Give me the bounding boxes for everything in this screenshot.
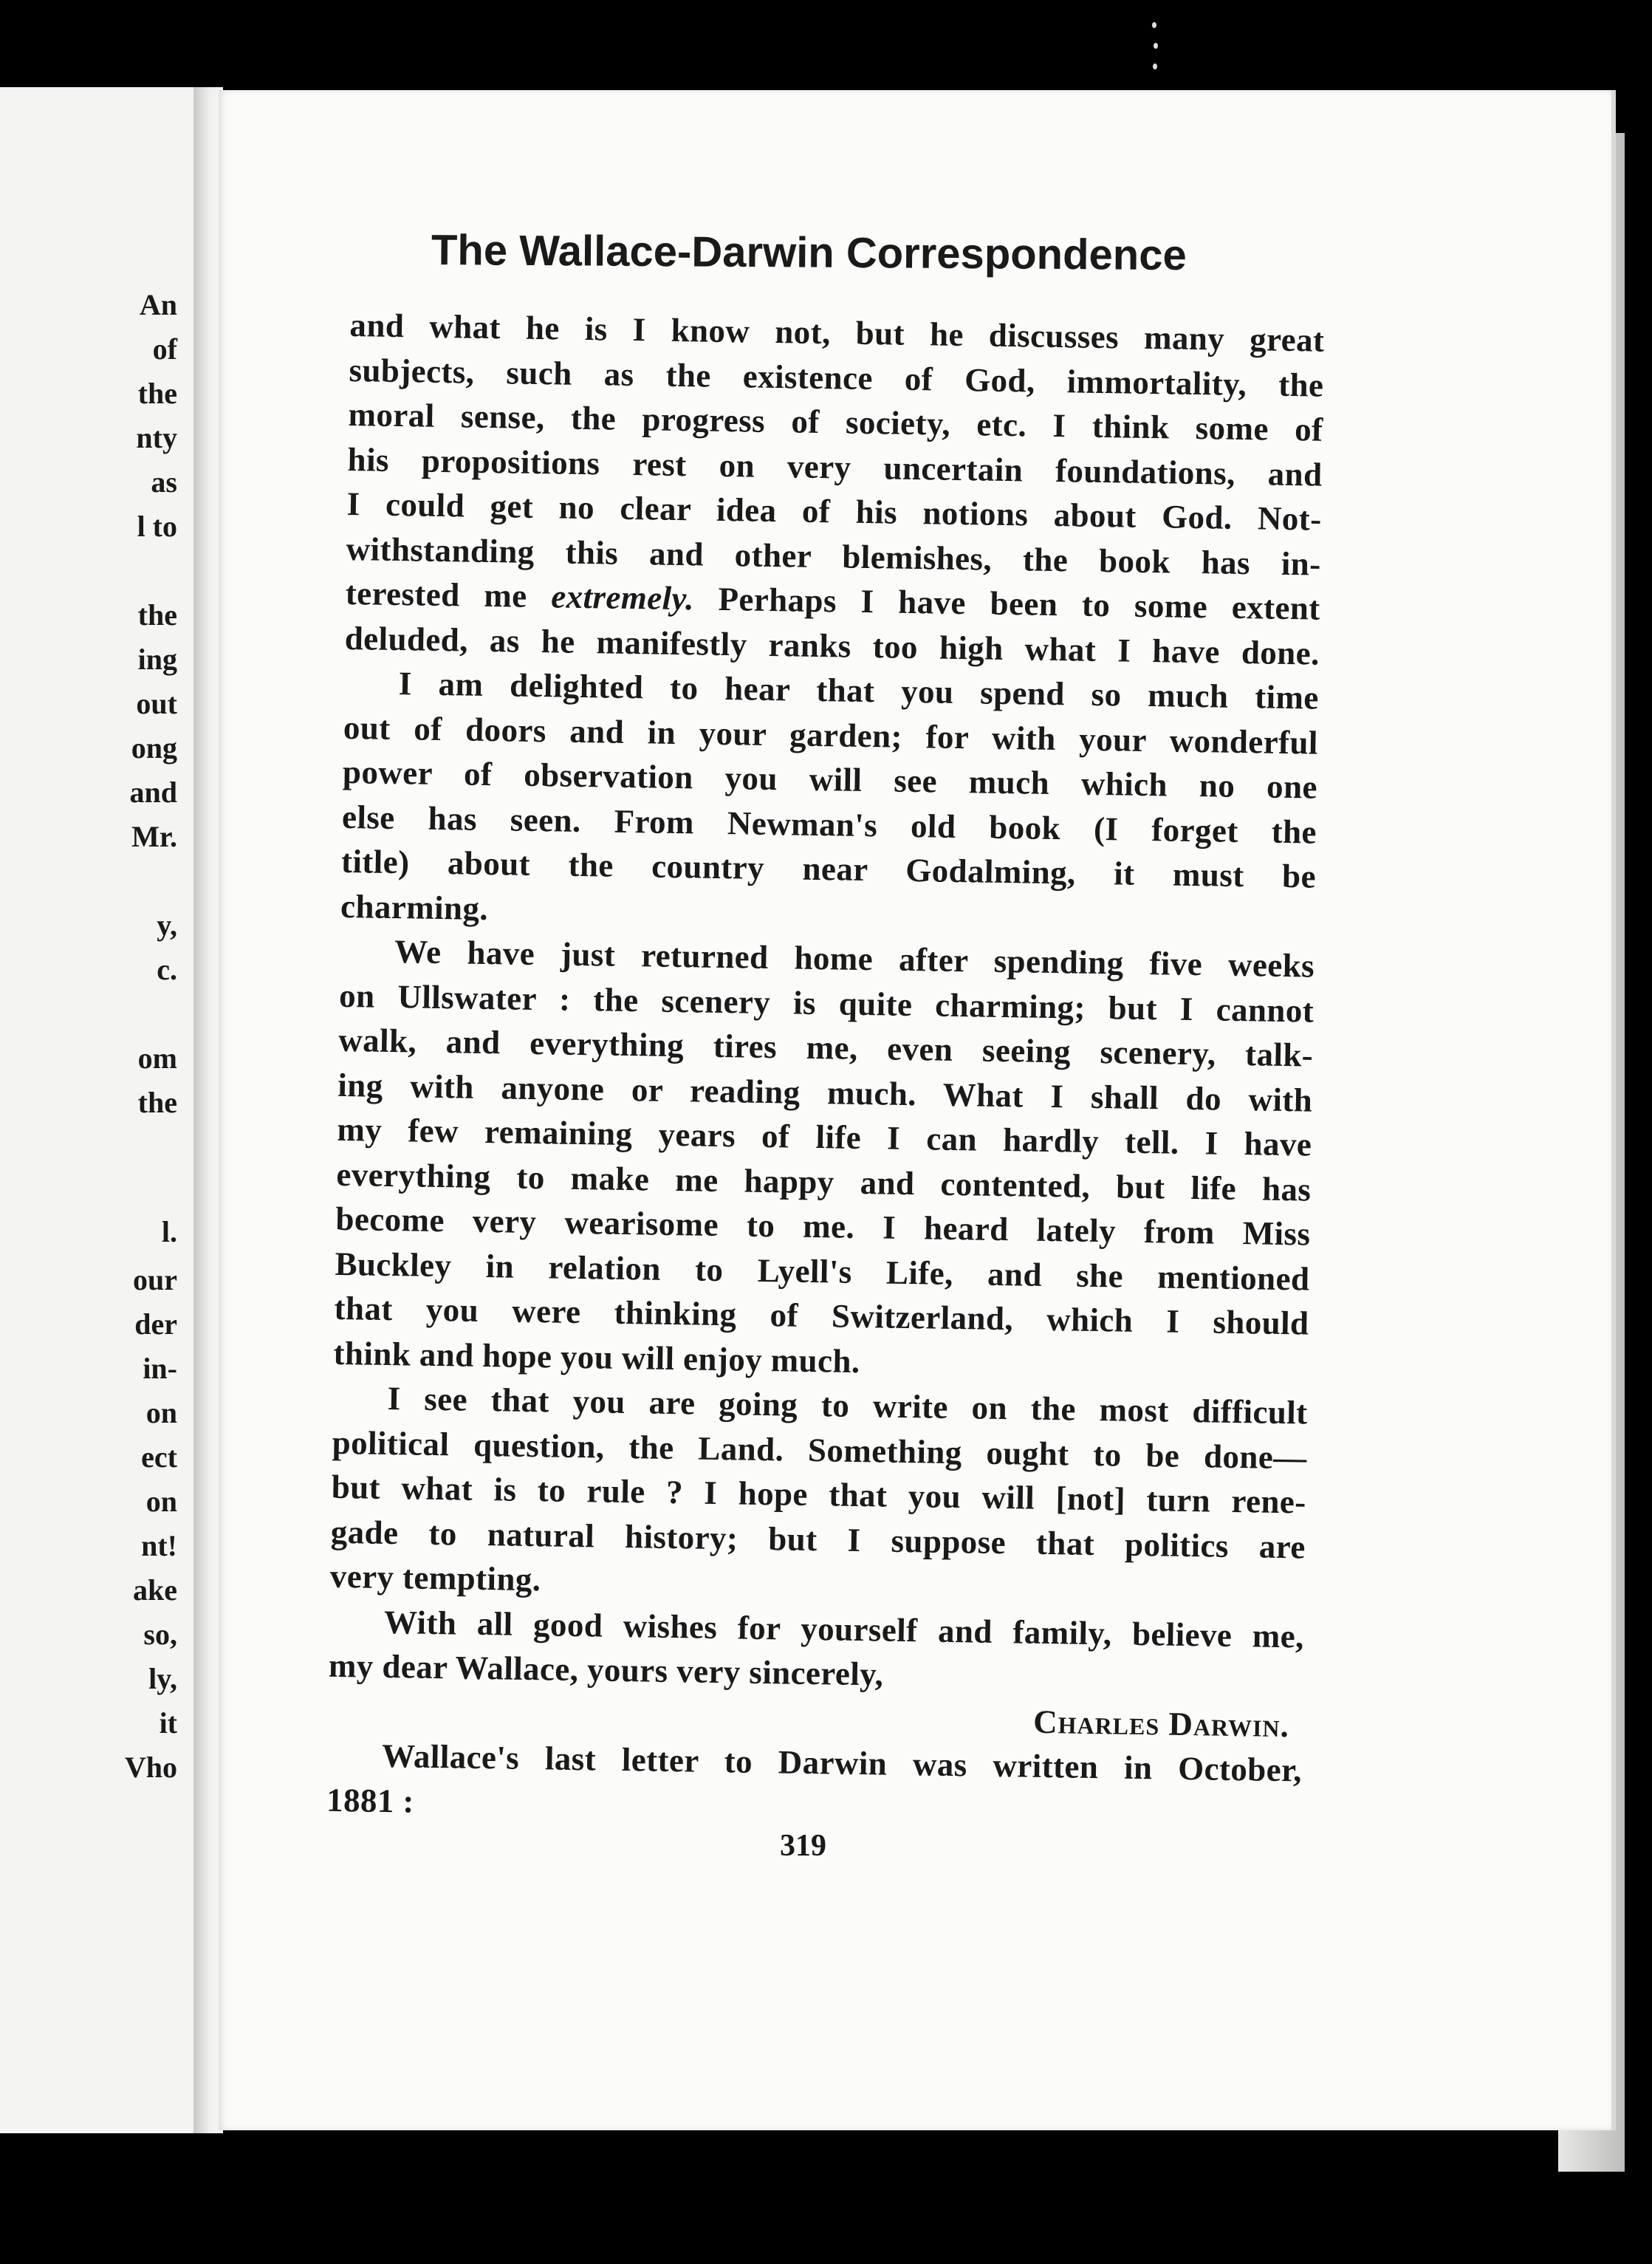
text-line: subjects, such as the existence of God, immortality, the: [349, 351, 1324, 404]
text-line: out of doors and in your garden; for with your wonderful: [343, 708, 1319, 762]
text-line: everything to make me happy and contented, but life has: [336, 1155, 1312, 1208]
text-line: my dear Wallace, yours very sincerely,: [328, 1646, 884, 1693]
facing-page-fragment: y,: [157, 909, 177, 942]
text-line: and what he is I know not, but he discusses many great: [349, 306, 1325, 359]
text-line: else has seen. From Newman's old book (I forget the: [341, 798, 1317, 851]
text-line: ing with anyone or reading much. What I shall do with: [337, 1066, 1313, 1119]
facing-page-fragment: our: [133, 1263, 177, 1296]
facing-page-fragment: ect: [141, 1440, 177, 1474]
facing-page-fragment: the: [137, 377, 177, 410]
facing-page-fragment: ake: [133, 1573, 177, 1607]
facing-page-edge: [0, 87, 193, 2133]
facing-page-fragment: nty: [136, 421, 177, 454]
facing-page-fragment: the: [137, 1086, 177, 1119]
facing-page-fragment: Mr.: [131, 820, 177, 853]
text-line: Buckley in relation to Lyell's Life, and she mentioned: [335, 1245, 1310, 1298]
text-line: become very wearisome to me. I heard lately from Miss: [335, 1200, 1311, 1253]
text-line: I see that you are going to write on the most difficult: [387, 1379, 1308, 1432]
facing-page-fragment: ing: [137, 643, 177, 676]
text-line: Wallace's last letter to Darwin was written in October,: [381, 1737, 1303, 1789]
signature: Charles Darwin.: [1032, 1703, 1290, 1744]
facing-page-fragment: nt!: [141, 1529, 177, 1562]
text-line: gade to natural history; but I suppose that politics are: [330, 1513, 1306, 1566]
facing-page-fragment: of: [152, 332, 177, 366]
text-line: title) about the country near Godalming, it must be: [340, 842, 1317, 895]
scan-speck: [1153, 64, 1157, 69]
text-line: think and hope you will enjoy much.: [333, 1334, 860, 1380]
running-title: The Wallace-Darwin Correspondence: [431, 226, 1187, 280]
body-text: [326, 303, 1325, 1837]
text-line: terested me extremely. Perhaps I have been to some extent: [345, 574, 1321, 627]
facing-page-fragment: on: [145, 1396, 177, 1429]
text-line: withstanding this and other blemishes, the book has in-: [346, 530, 1322, 583]
facing-page-fragment: ong: [131, 731, 177, 765]
facing-page-fragment: der: [134, 1307, 177, 1341]
facing-page-fragment: c.: [157, 953, 177, 986]
facing-page-fragment: out: [136, 687, 177, 720]
facing-page-fragment: in-: [143, 1352, 177, 1385]
facing-page-fragment: l.: [161, 1215, 177, 1248]
facing-page-fragment: so,: [143, 1618, 177, 1651]
text-line: political question, the Land. Something ought to be done—: [332, 1423, 1308, 1477]
text-line: but what is to rule ? I hope that you will [not] turn rene-: [331, 1468, 1307, 1521]
scan-speck: [1154, 43, 1158, 49]
page-number: 319: [780, 1829, 826, 1863]
text-line: charming.: [340, 887, 489, 927]
text-line: 1881 :: [326, 1781, 415, 1820]
facing-page-fragment: An: [139, 288, 177, 321]
text-line: very tempting.: [329, 1557, 541, 1598]
facing-page-fragment: ly,: [148, 1662, 177, 1695]
facing-page-fragment: it: [159, 1706, 177, 1740]
text-line: We have just returned home after spending five weeks: [394, 933, 1315, 985]
text-line: on Ullswater : the scenery is quite charming; but I cannot: [338, 977, 1315, 1030]
facing-page-fragment: l to: [137, 510, 177, 543]
text-line: With all good wishes for yourself and family, believe me,: [383, 1603, 1305, 1655]
text-line: moral sense, the progress of society, etc. I think some of: [348, 395, 1323, 448]
text-line: I could get no clear idea of his notions about God. Not-: [346, 485, 1322, 538]
text-line: I am delighted to hear that you spend so much time: [398, 665, 1320, 717]
text-line: deluded, as he manifestly ranks too high what I have done.: [344, 619, 1320, 672]
text-line: power of observation you will see much which no one: [342, 753, 1318, 806]
scan-speck: [1152, 22, 1156, 28]
facing-page-fragment: the: [137, 598, 177, 632]
text-line: that you were thinking of Switzerland, which I should: [334, 1289, 1309, 1342]
facing-page-fragment: om: [137, 1042, 177, 1075]
facing-page-fragment: Vho: [124, 1751, 177, 1784]
facing-page-fragment: and: [129, 776, 177, 809]
facing-page-fragment: on: [145, 1485, 177, 1518]
facing-page-fragment: as: [151, 465, 177, 499]
text-line: my few remaining years of life I can hardly tell. I have: [337, 1110, 1312, 1163]
text-line: walk, and everything tires me, even seeing scenery, talk-: [337, 1021, 1314, 1074]
emphasis-text: extremely.: [550, 578, 695, 618]
text-line: his propositions rest on very uncertain foundations, and: [347, 440, 1323, 493]
